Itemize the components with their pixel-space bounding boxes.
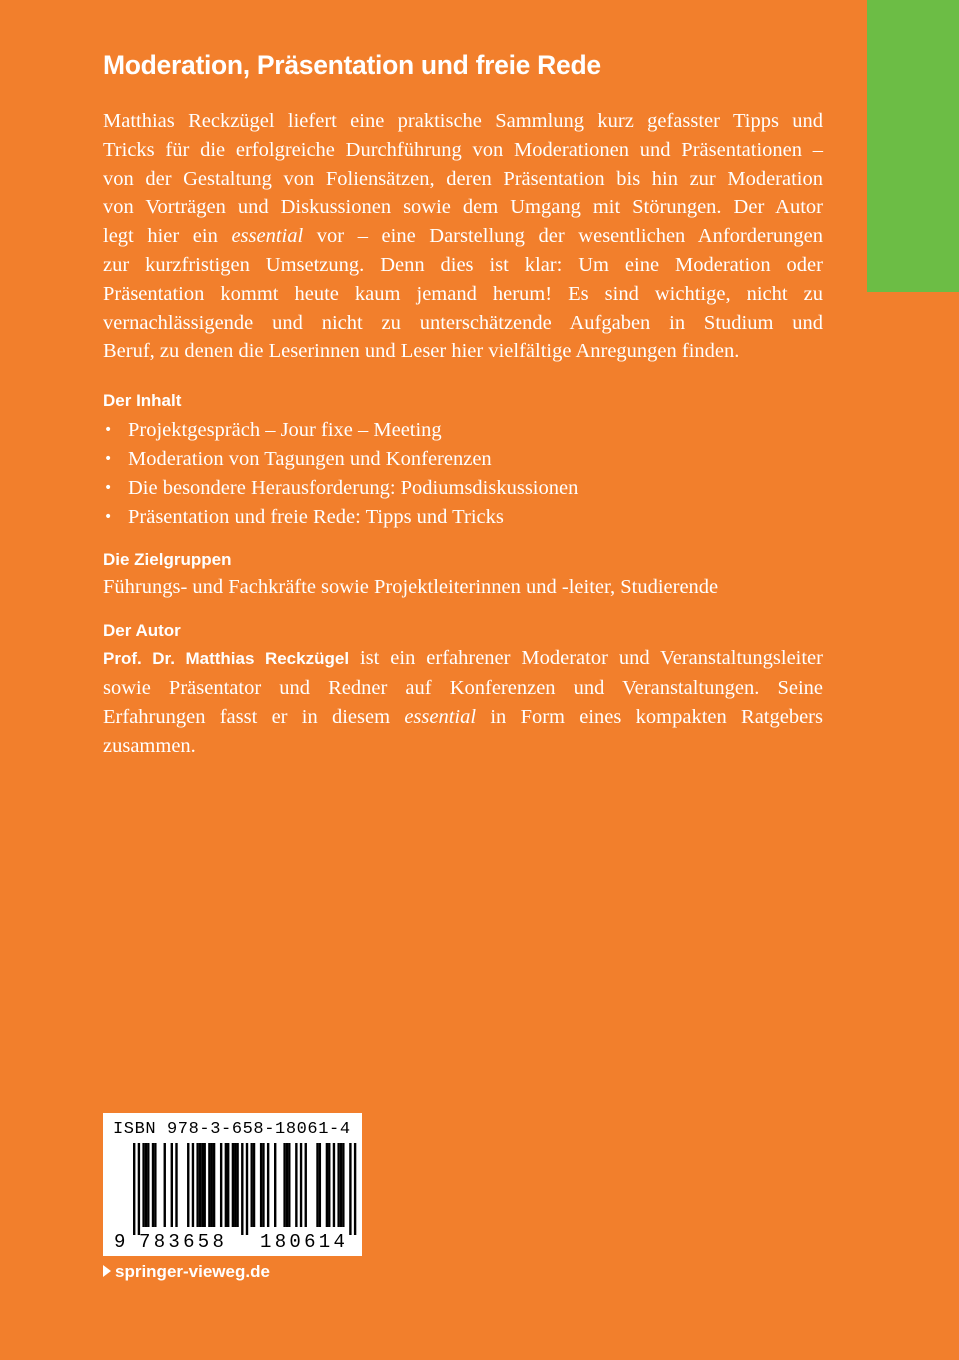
barcode-bar [349,1143,351,1235]
barcode-bar [316,1143,318,1227]
zielgruppen-text: Führungs- und Fachkräfte sowie Projektleiterinnen und -leiter, Studierende [103,576,719,599]
isbn-label: ISBN 978-3-658-18061-4 [113,1120,351,1139]
intro-paragraph [103,107,823,366]
barcode-bar [295,1143,297,1227]
list-item-text: Präsentation und freie Rede: Tipps und Tricks [128,505,504,528]
barcode-bar [196,1143,198,1227]
autor-text: in Form eines kompakten Ratgebers [476,705,823,728]
intro-line: zur kurzfristigen Umsetzung. Denn dies ist klar: Um eine Moderation oder [103,253,823,276]
list-item [103,474,823,503]
inhalt-heading: Der Inhalt [103,391,182,411]
barcode-bar [232,1143,234,1227]
ean-first-digit: 9 [114,1231,126,1253]
autor-text: Erfahrungen fasst er in diesem [103,705,405,728]
barcode-bar [262,1143,264,1227]
ean-left-digits: 783658 [139,1231,228,1253]
back-cover-content [103,48,823,760]
bullet: • [104,422,113,439]
barcode-bar [260,1143,262,1227]
barcode-bar [236,1143,238,1227]
barcode-bar [133,1143,135,1235]
autor-line [103,703,823,732]
barcode-bar [138,1143,140,1235]
barcode-bar [208,1143,210,1227]
barcode-bar [241,1143,243,1235]
intro-text: vor – eine Darstellung der wesentlichen Anforderungen [303,225,823,248]
play-arrow-icon [103,1265,111,1277]
bullet: • [104,450,113,467]
barcode-bar [300,1143,302,1227]
autor-heading: Der Autor [103,621,181,641]
autor-line: sowie Präsentator und Redner auf Konferenzen und Veranstaltungen. Seine [103,676,823,699]
barcode-bar [164,1143,166,1227]
barcode-bar [340,1143,342,1227]
website-link[interactable] [103,1262,270,1282]
barcode-bar [333,1143,335,1227]
barcode-bar [152,1143,154,1227]
barcode-bar [337,1143,339,1227]
ean-right-digits: 180614 [260,1231,349,1253]
intro-line: Matthias Reckzügel liefert eine praktische Sammlung kurz gefasster Tipps und [103,110,823,132]
barcode-bar [354,1143,356,1235]
barcode-bar [192,1143,194,1227]
author-name: Prof. Dr. Matthias Reckzügel [103,649,350,669]
list-item [103,416,823,445]
barcode-bar [187,1143,189,1227]
intro-emphasis: essential [231,225,304,248]
barcode-bar [213,1143,215,1227]
list-item-text: Die besondere Herausforderung: Podiumsdiskussionen [128,476,579,499]
intro-line: von der Gestaltung von Foliensätzen, deren Präsentation bis hin zur Moderation [103,167,823,190]
list-item-text: Projektgespräch – Jour fixe – Meeting [128,419,442,442]
zielgruppen-heading: Die Zielgruppen [103,550,232,570]
barcode-bar [227,1143,229,1227]
barcode-bar [199,1143,201,1227]
autor-emphasis: essential [404,705,477,728]
website-text: springer-vieweg.de [115,1262,270,1281]
barcode-bar [225,1143,227,1227]
barcode-bar [288,1143,290,1227]
barcode-bar [201,1143,203,1227]
intro-line: von Vorträgen und Diskussionen sowie dem Umgang mit Störungen. Der Autor [103,196,823,219]
barcode-bar [253,1143,255,1227]
barcode-bar [251,1143,253,1227]
barcode-bar [145,1143,147,1227]
green-accent-tab [867,0,959,292]
intro-line: Tricks für die erfolgreiche Durchführung von Moderationen und Präsentationen – [103,138,823,161]
barcode-bar [274,1143,276,1227]
barcode-bar [175,1143,177,1227]
bullet: • [104,508,113,525]
barcode-bar [305,1143,307,1227]
barcode-bars [103,1143,362,1235]
barcode-bar [154,1143,156,1227]
intro-line: vernachlässigende und nicht zu unterschätzende Aufgaben in Studium und [103,311,823,334]
list-item [103,445,823,474]
isbn-barcode [103,1113,362,1256]
intro-line: Beruf, zu denen die Leserinnen und Leser hier vielfältige Anregungen finden. [103,340,740,363]
autor-paragraph [103,644,823,760]
barcode-bar [319,1143,321,1227]
barcode-bar [286,1143,288,1227]
list-item [103,503,823,532]
barcode-bar [211,1143,213,1227]
list-item-text: Moderation von Tagungen und Konferenzen [128,447,492,470]
barcode-bar [220,1143,222,1227]
barcode-bar [267,1143,269,1227]
intro-line: Präsentation kommt heute kaum jemand herum! Es sind wichtige, nicht zu [103,282,823,305]
autor-text: ist ein erfahrener Moderator und Veranstaltungsleiter [349,647,823,670]
barcode-bar [147,1143,149,1227]
barcode-bar [204,1143,206,1227]
barcode-bar [342,1143,344,1227]
autor-line [103,644,823,674]
bullet: • [104,479,113,496]
intro-line [103,222,823,251]
barcode-bar [326,1143,328,1227]
barcode-bar [171,1143,173,1227]
autor-line: zusammen. [103,734,196,757]
barcode-bar [283,1143,285,1227]
book-title: Moderation, Präsentation und freie Rede [103,50,601,80]
barcode-bar [328,1143,330,1227]
barcode-bar [234,1143,236,1227]
barcode-bar [246,1143,248,1235]
intro-text: legt hier ein [103,225,232,248]
barcode-bar [142,1143,144,1227]
inhalt-list [103,416,823,531]
